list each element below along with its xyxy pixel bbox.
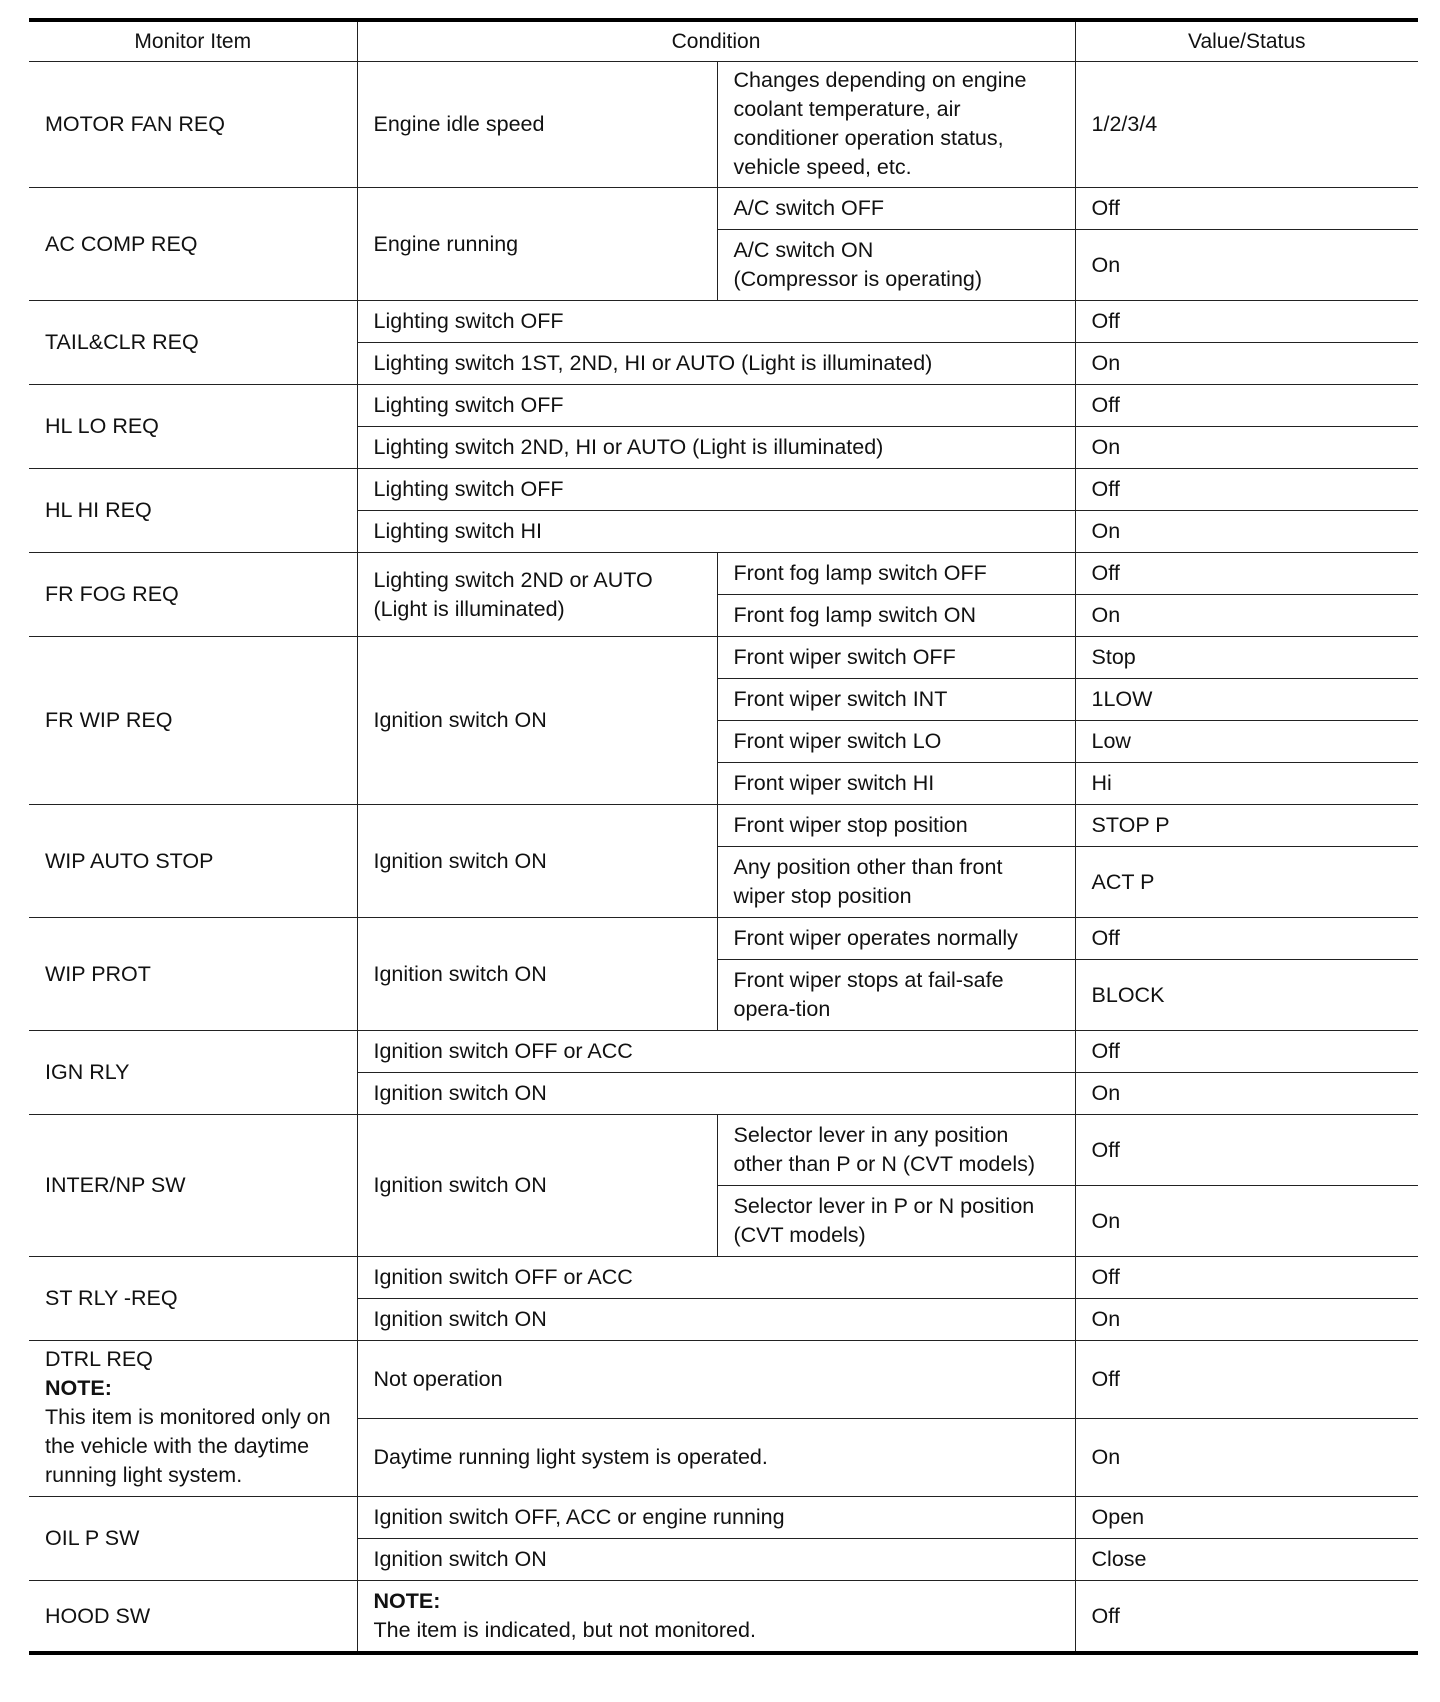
condition: Not operation xyxy=(357,1341,1075,1419)
sub-condition: Front wiper operates normally xyxy=(717,918,1075,960)
value-status: Off xyxy=(1075,1115,1418,1186)
value-status: Off xyxy=(1075,301,1418,343)
sub-condition: Front fog lamp switch ON xyxy=(717,595,1075,637)
condition: Engine running xyxy=(357,188,717,301)
value-status: Close xyxy=(1075,1539,1418,1581)
value-status: Off xyxy=(1075,385,1418,427)
value-status: Hi xyxy=(1075,763,1418,805)
monitor-item: INTER/NP SW xyxy=(29,1115,357,1257)
sub-condition: Selector lever in P or N position (CVT models) xyxy=(717,1186,1075,1257)
monitor-item: MOTOR FAN REQ xyxy=(29,62,357,188)
condition: Engine idle speed xyxy=(357,62,717,188)
sub-condition: Front wiper stops at fail-safe opera-tion xyxy=(717,960,1075,1031)
header-value-status: Value/Status xyxy=(1075,20,1418,62)
monitor-table xyxy=(29,18,1418,1655)
table-row xyxy=(29,1031,1418,1073)
value-status: ACT P xyxy=(1075,847,1418,918)
condition: Lighting switch OFF xyxy=(357,469,1075,511)
condition: Daytime running light system is operated. xyxy=(357,1419,1075,1497)
table-row xyxy=(29,1115,1418,1186)
value-status: On xyxy=(1075,1299,1418,1341)
table-row xyxy=(29,637,1418,679)
table-row xyxy=(29,805,1418,847)
sub-condition: Any position other than front wiper stop position xyxy=(717,847,1075,918)
table-row xyxy=(29,1257,1418,1299)
sub-condition: Selector lever in any position other than P or N (CVT models) xyxy=(717,1115,1075,1186)
value-status: Off xyxy=(1075,918,1418,960)
value-status: On xyxy=(1075,1186,1418,1257)
monitor-item: WIP PROT xyxy=(29,918,357,1031)
condition: Ignition switch ON xyxy=(357,1073,1075,1115)
condition: Ignition switch ON xyxy=(357,1115,717,1257)
header-monitor-item: Monitor Item xyxy=(29,20,357,62)
value-status: On xyxy=(1075,511,1418,553)
value-status: On xyxy=(1075,1419,1418,1497)
value-status: On xyxy=(1075,427,1418,469)
value-status: Off xyxy=(1075,1257,1418,1299)
monitor-item: OIL P SW xyxy=(29,1497,357,1581)
monitor-item xyxy=(29,1341,357,1497)
value-status: Off xyxy=(1075,469,1418,511)
monitor-item: AC COMP REQ xyxy=(29,188,357,301)
condition: Ignition switch ON xyxy=(357,805,717,918)
table-row xyxy=(29,1581,1418,1654)
monitor-item: WIP AUTO STOP xyxy=(29,805,357,918)
note-label: NOTE: xyxy=(373,1589,441,1613)
condition: Lighting switch 2ND or AUTO (Light is illuminated) xyxy=(357,553,717,637)
table-row xyxy=(29,62,1418,188)
table-row xyxy=(29,1497,1418,1539)
sub-condition: A/C switch OFF xyxy=(717,188,1075,230)
sub-condition: Front wiper switch OFF xyxy=(717,637,1075,679)
monitor-item: HL HI REQ xyxy=(29,469,357,553)
monitor-item: ST RLY -REQ xyxy=(29,1257,357,1341)
value-status: On xyxy=(1075,595,1418,637)
sub-condition xyxy=(717,230,1075,301)
value-status: On xyxy=(1075,343,1418,385)
sub-condition: Changes depending on engine coolant temperature, air conditioner operation status, vehicle speed, etc. xyxy=(717,62,1075,188)
value-status: Open xyxy=(1075,1497,1418,1539)
condition: Ignition switch ON xyxy=(357,1539,1075,1581)
monitor-item: FR FOG REQ xyxy=(29,553,357,637)
value-status: Off xyxy=(1075,1031,1418,1073)
condition: Lighting switch 1ST, 2ND, HI or AUTO (Light is illuminated) xyxy=(357,343,1075,385)
value-status: STOP P xyxy=(1075,805,1418,847)
condition: Lighting switch OFF xyxy=(357,385,1075,427)
table-row xyxy=(29,918,1418,960)
monitor-item-label: DTRL REQ xyxy=(45,1347,153,1371)
table-row xyxy=(29,188,1418,230)
monitor-item: FR WIP REQ xyxy=(29,637,357,805)
monitor-item: IGN RLY xyxy=(29,1031,357,1115)
note-text: This item is monitored only on the vehicle with the daytime running light system. xyxy=(45,1405,331,1487)
monitor-item: TAIL&CLR REQ xyxy=(29,301,357,385)
value-status: Off xyxy=(1075,1581,1418,1654)
sub-condition: Front fog lamp switch OFF xyxy=(717,553,1075,595)
value-status: On xyxy=(1075,1073,1418,1115)
table-row xyxy=(29,469,1418,511)
condition: Ignition switch OFF or ACC xyxy=(357,1257,1075,1299)
value-status: Off xyxy=(1075,1341,1418,1419)
table-row xyxy=(29,385,1418,427)
value-status: Stop xyxy=(1075,637,1418,679)
table-row xyxy=(29,301,1418,343)
value-status: 1/2/3/4 xyxy=(1075,62,1418,188)
header-condition: Condition xyxy=(357,20,1075,62)
header-row xyxy=(29,20,1418,62)
monitor-item: HL LO REQ xyxy=(29,385,357,469)
table-row xyxy=(29,1341,1418,1419)
condition: Lighting switch HI xyxy=(357,511,1075,553)
condition: Lighting switch 2ND, HI or AUTO (Light is illuminated) xyxy=(357,427,1075,469)
condition: Ignition switch OFF, ACC or engine running xyxy=(357,1497,1075,1539)
condition: Ignition switch ON xyxy=(357,637,717,805)
value-status: Low xyxy=(1075,721,1418,763)
sub-condition-line: (Compressor is operating) xyxy=(733,267,983,291)
sub-condition-line: A/C switch ON xyxy=(733,238,874,262)
condition xyxy=(357,1581,1075,1654)
condition: Ignition switch ON xyxy=(357,1299,1075,1341)
value-status: 1LOW xyxy=(1075,679,1418,721)
value-status: Off xyxy=(1075,553,1418,595)
value-status: On xyxy=(1075,230,1418,301)
condition: Lighting switch OFF xyxy=(357,301,1075,343)
condition: Ignition switch ON xyxy=(357,918,717,1031)
sub-condition: Front wiper switch LO xyxy=(717,721,1075,763)
note-text: The item is indicated, but not monitored. xyxy=(373,1618,756,1642)
condition: Ignition switch OFF or ACC xyxy=(357,1031,1075,1073)
table-row xyxy=(29,553,1418,595)
sub-condition: Front wiper switch INT xyxy=(717,679,1075,721)
sub-condition: Front wiper stop position xyxy=(717,805,1075,847)
value-status: Off xyxy=(1075,188,1418,230)
monitor-item: HOOD SW xyxy=(29,1581,357,1654)
note-label: NOTE: xyxy=(45,1376,112,1400)
value-status: BLOCK xyxy=(1075,960,1418,1031)
sub-condition: Front wiper switch HI xyxy=(717,763,1075,805)
